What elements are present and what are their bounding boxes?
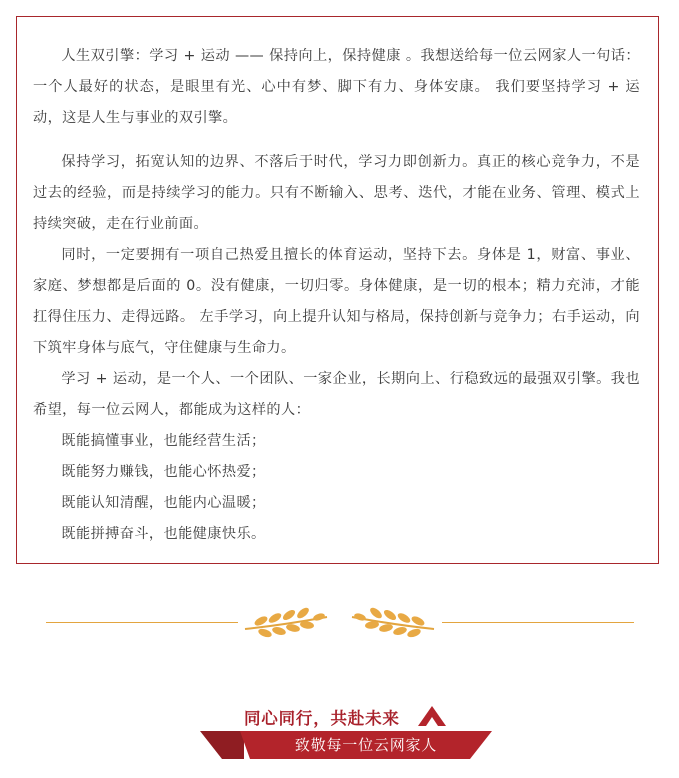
banner-subtitle: 致敬每一位云网家人 bbox=[294, 736, 438, 754]
article-line-4: 既能拼搏奋斗，也能健康快乐。 bbox=[61, 526, 266, 542]
article-line-3: 既能认知清醒，也能内心温暖； bbox=[61, 495, 266, 511]
banner-title: 同心同行，共赴未来 bbox=[244, 709, 400, 728]
wheat-divider bbox=[46, 603, 634, 643]
article-paragraph-1: 人生双引擎：学习 + 运动 —— 保持向上，保持健康 。我想送给每一位云网家人一句话：一个人最好的状态，是眼里有光、心中有梦、脚下有力、身体安康。 我们要坚持学习 + 运动，这是人生与事业的双引擎。 bbox=[33, 48, 640, 126]
wheat-left-icon bbox=[243, 607, 329, 639]
slogan-banner bbox=[200, 698, 495, 770]
article-paragraph-2: 保持学习，拓宽认知的边界、不落后于时代，学习力即创新力。真正的核心竞争力，不是过去的经验，而是持续学习的能力。只有不断输入、思考、迭代，才能在业务、管理、模式上持续突破，走在行业前面。 bbox=[33, 154, 640, 232]
article-line-1: 既能搞懂事业，也能经营生活； bbox=[61, 433, 266, 449]
wheat-right-icon bbox=[350, 607, 436, 639]
article-paragraph-4: 学习 + 运动，是一个人、一个团队、一家企业，长期向上、行稳致远的最强双引擎。我也希望，每一位云网人，都能成为这样的人： bbox=[33, 371, 640, 418]
article-card bbox=[16, 16, 659, 564]
article-line-2: 既能努力赚钱，也能心怀热爱； bbox=[61, 464, 266, 480]
divider-line-left bbox=[46, 622, 238, 623]
article-paragraph-3: 同时，一定要拥有一项自己热爱且擅长的体育运动，坚持下去。身体是 1，财富、事业、家庭、梦想都是后面的 0。没有健康，一切归零。身体健康，是一切的根本；精力充沛，才能扛得住压力、走得远路。 左手学习，向上提升认知与格局，保持创新与竞争力；右手运动，向下筑牢身体与底气，守住健康与生命力。 bbox=[33, 247, 640, 356]
divider-line-right bbox=[442, 622, 634, 623]
